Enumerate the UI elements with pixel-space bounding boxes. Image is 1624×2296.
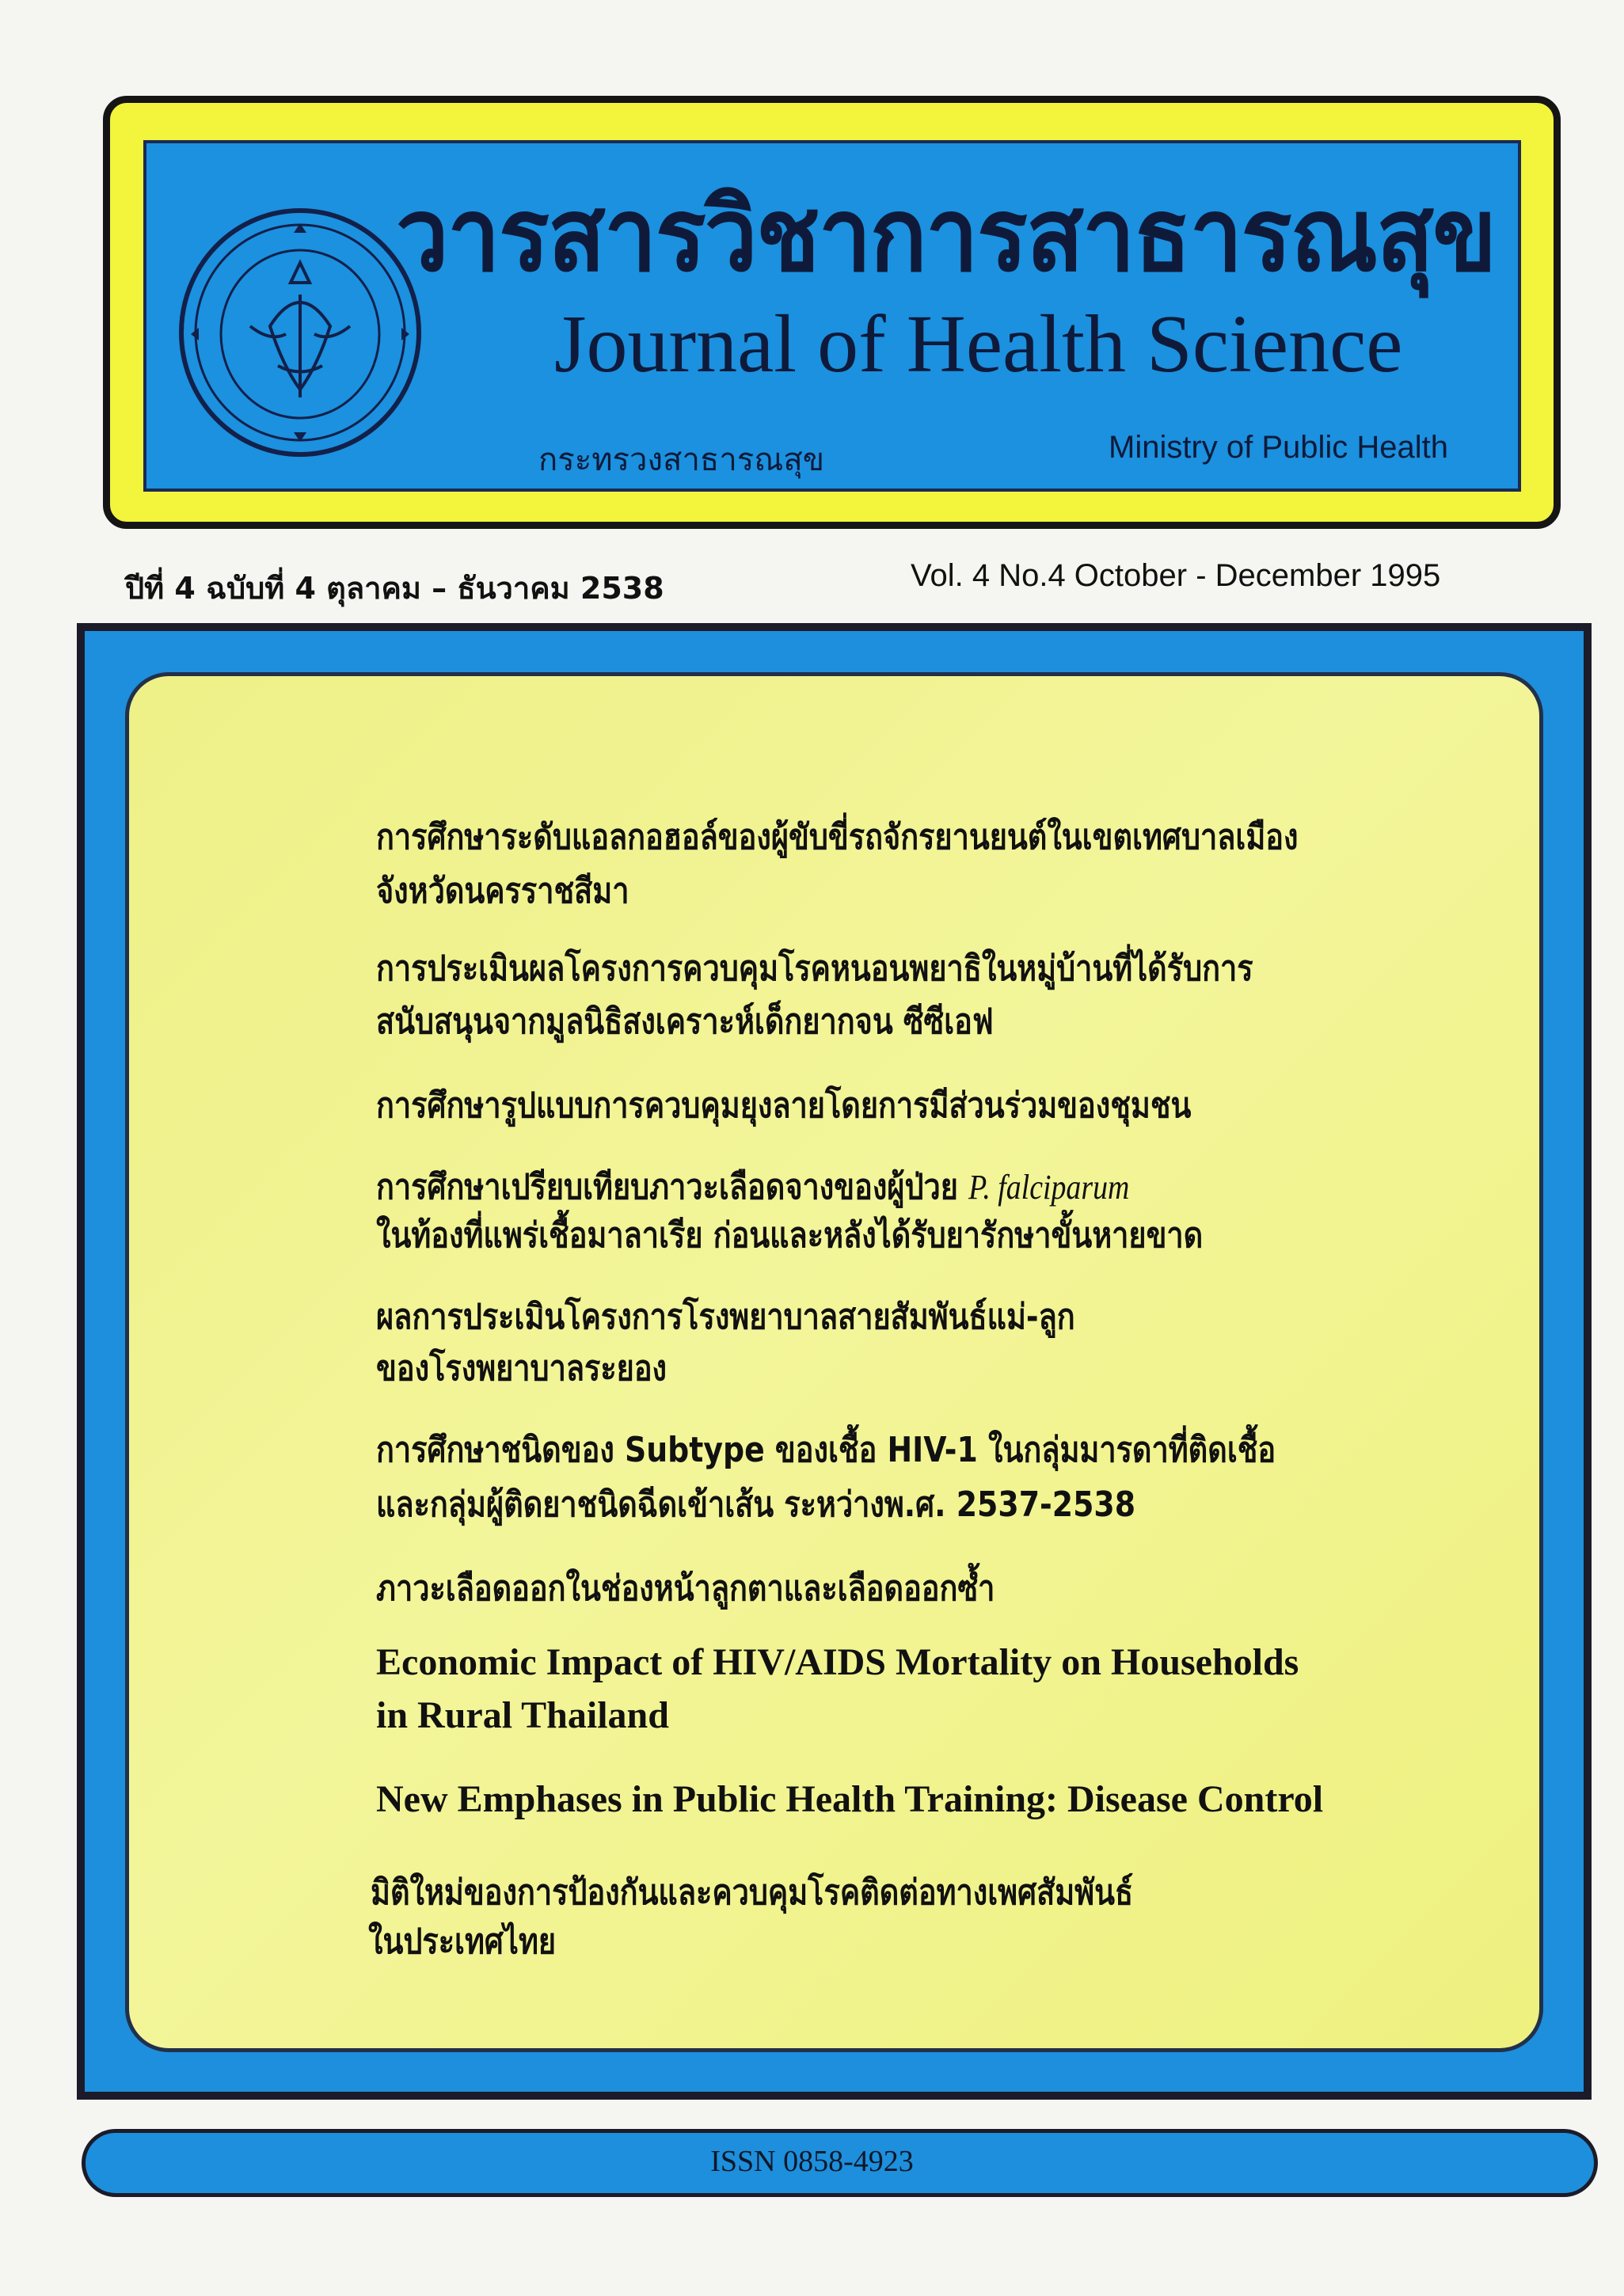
article-4-line-2: ในท้องที่แพร่เชื้อมาลาเรีย ก่อนและหลังได้รับยารักษาขั้นหายขาด bbox=[376, 1215, 1204, 1256]
article-4-text: การศึกษาเปรียบเทียบภาวะเลือดจางของผู้ป่วย bbox=[376, 1167, 958, 1207]
ministry-name-english: Ministry of Public Health bbox=[1109, 430, 1449, 465]
article-1-line-1: การศึกษาระดับแอลกอฮอล์ของผู้ขับขี่รถจักรยานยนต์ในเขตเทศบาลเมือง bbox=[376, 817, 1299, 857]
ministry-name-thai: กระทรวงสาธารณสุข bbox=[538, 442, 825, 478]
article-5-line-2: ของโรงพยาบาลระยอง bbox=[376, 1348, 667, 1389]
issn-number: ISSN 0858-4923 bbox=[710, 2145, 914, 2178]
article-2-line-1: การประเมินผลโครงการควบคุมโรคหนอนพยาธิในหมู่บ้านที่ได้รับการ bbox=[376, 948, 1253, 989]
article-10-line-1: มิติใหม่ของการป้องกันและควบคุมโรคติดต่อทางเพศสัมพันธ์ bbox=[371, 1872, 1134, 1913]
article-8-line-2: in Rural Thailand bbox=[376, 1694, 669, 1736]
article-3-line-1: การศึกษารูปแบบการควบคุมยุงลายโดยการมีส่วนร่วมของชุมชน bbox=[376, 1085, 1192, 1126]
article-4-line-1 bbox=[376, 1159, 1129, 1215]
article-9-line-1: New Emphases in Public Health Training: Disease Control bbox=[376, 1778, 1324, 1820]
article-7-line-1: ภาวะเลือดออกในช่องหน้าลูกตาและเลือดออกซ้ำ bbox=[376, 1568, 995, 1609]
article-8-line-1: Economic Impact of HIV/AIDS Mortality on Households bbox=[376, 1641, 1299, 1683]
article-1-line-2: จังหวัดนครราชสีมา bbox=[376, 871, 629, 911]
article-4-species: P. falciparum bbox=[968, 1168, 1130, 1207]
issue-info-thai: ปีที่ 4 ฉบับที่ 4 ตุลาคม – ธันวาคม 2538 bbox=[125, 571, 664, 606]
article-6-line-2: และกลุ่มผู้ติดยาชนิดฉีดเข้าเส้น ระหว่างพ.ศ. 2537-2538 bbox=[376, 1484, 1136, 1525]
article-6-line-1: การศึกษาชนิดของ Subtype ของเชื้อ HIV-1 ในกลุ่มมารดาที่ติดเชื้อ bbox=[376, 1430, 1276, 1470]
article-10-line-2: ในประเทศไทย bbox=[368, 1922, 557, 1962]
article-2-line-2: สนับสนุนจากมูลนิธิสงเคราะห์เด็กยากจน ซีซีเอฟ bbox=[376, 1002, 994, 1042]
journal-title-english: Journal of Health Science bbox=[554, 298, 1403, 390]
article-5-line-1: ผลการประเมินโครงการโรงพยาบาลสายสัมพันธ์แม่-ลูก bbox=[376, 1297, 1075, 1337]
contents-panel bbox=[125, 672, 1543, 2052]
ministry-seal-icon bbox=[175, 207, 425, 458]
journal-title-thai: วารสารวิชาการสาธารณสุข bbox=[396, 177, 1496, 295]
issue-info-english: Vol. 4 No.4 October - December 1995 bbox=[911, 558, 1441, 593]
